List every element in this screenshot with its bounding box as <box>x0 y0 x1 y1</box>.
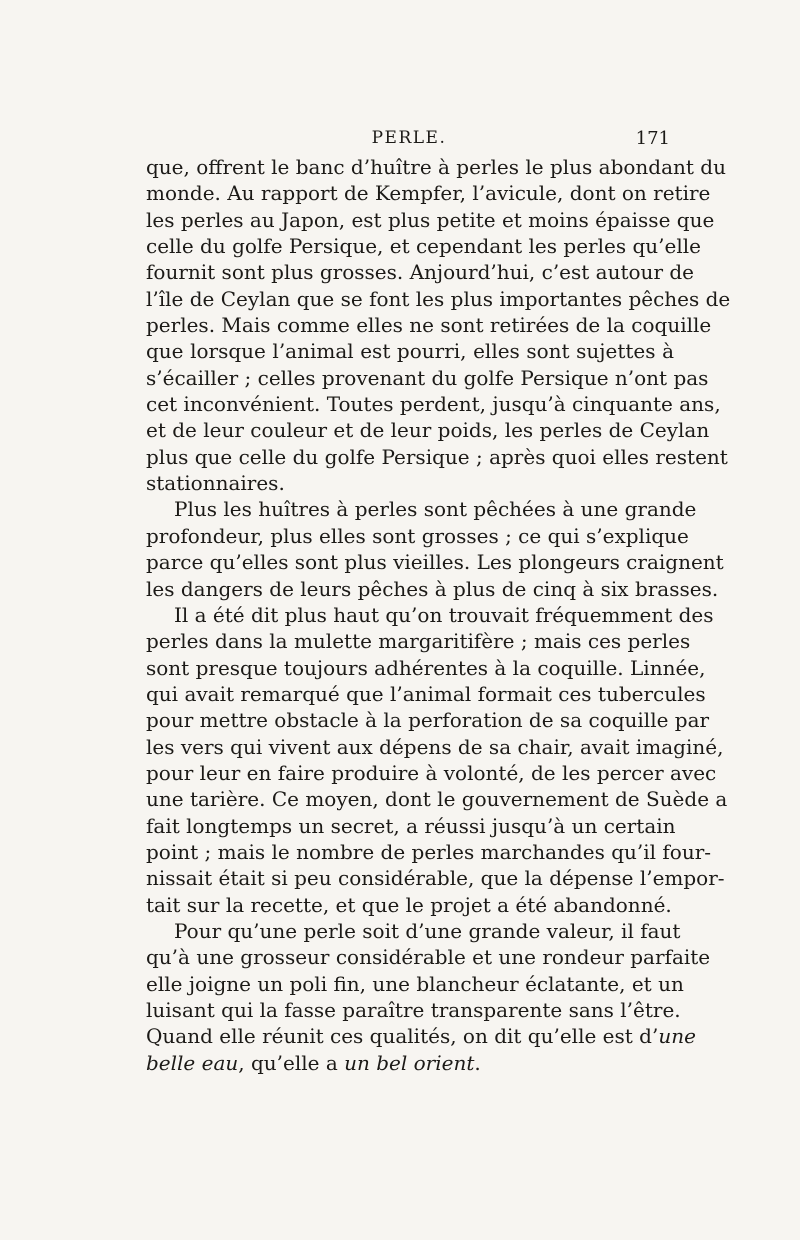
text-line: parce qu’elles sont plus vieilles. Les plongeurs craignent <box>146 550 724 575</box>
text-line: les vers qui vivent aux dépens de sa chair, avait imaginé, <box>146 734 724 759</box>
text-line: fait longtemps un secret, a réussi jusqu’à un certain <box>146 813 676 838</box>
text-line-mixed <box>146 1050 674 1076</box>
body-text <box>146 154 731 1076</box>
text-line: tait sur la recette, et que le projet a été abandonné. <box>146 892 672 917</box>
text-segment: , qu’elle a <box>238 1050 345 1075</box>
text-segment: Quand elle réunit ces qualités, on dit qu’elle est d’ <box>146 1024 659 1049</box>
text-line: sont presque toujours adhérentes à la coquille. Linnée, <box>146 655 706 680</box>
text-line: perles dans la mulette margaritifère ; mais ces perles <box>146 629 691 654</box>
page-number: 171 <box>635 128 670 149</box>
text-line: point ; mais le nombre de perles marchandes qu’il four- <box>146 839 712 864</box>
text-line: luisant qui la fasse paraître transparente sans l’être. <box>146 998 681 1022</box>
running-title: PERLE. <box>371 128 447 148</box>
text-line: qui avait remarqué que l’animal formait ces tubercules <box>146 681 706 706</box>
text-line: Il a été dit plus haut qu’on trouvait fréquemment des <box>174 602 714 627</box>
text-line: Plus les huîtres à perles sont pêchées à une grande <box>174 497 697 522</box>
text-line-mixed <box>146 1023 696 1049</box>
text-line: qu’à une grosseur considérable et une rondeur parfaite <box>146 945 711 970</box>
paragraph-2 <box>146 496 724 601</box>
paragraph-3 <box>146 602 728 918</box>
text-line: stationnaires. <box>146 471 285 496</box>
text-line: monde. Au rapport de Kempfer, l’avicule, dont on retire <box>146 181 711 206</box>
text-line: elle joigne un poli fin, une blancheur éclatante, et un <box>146 971 684 996</box>
running-head <box>148 128 670 154</box>
paragraph-4 <box>146 918 711 1076</box>
text-line: plus que celle du golfe Persique ; après quoi elles restent <box>146 444 728 469</box>
text-line: que, offrent le banc d’huître à perles le plus abondant du <box>146 155 726 179</box>
text-line: pour leur en faire produire à volonté, de les percer avec <box>146 760 717 785</box>
italic-phrase: un bel orient <box>344 1050 475 1075</box>
text-line: Pour qu’une perle soit d’une grande valeur, il faut <box>174 918 681 943</box>
text-line: cet inconvénient. Toutes perdent, jusqu’à cinquante ans, <box>146 392 721 417</box>
paragraph-1 <box>146 154 731 496</box>
italic-phrase: une <box>658 1024 696 1049</box>
text-line: une tarière. Ce moyen, dont le gouvernement de Suède a <box>146 787 728 812</box>
text-line: profondeur, plus elles sont grosses ; ce qui s’explique <box>146 523 689 548</box>
text-line: les perles au Japon, est plus petite et moins épaisse que <box>146 207 715 232</box>
text-line: perles. Mais comme elles ne sont retirées de la coquille <box>146 313 712 338</box>
text-line: fournit sont plus grosses. Anjourd’hui, c’est autour de <box>146 260 694 285</box>
text-line: pour mettre obstacle à la perforation de sa coquille par <box>146 708 710 733</box>
text-line: s’écailler ; celles provenant du golfe Persique n’ont pas <box>146 365 709 390</box>
text-line: celle du golfe Persique, et cependant les perles qu’elle <box>146 234 701 259</box>
text-line: nissait était si peu considérable, que la dépense l’empor- <box>146 866 725 891</box>
text-line: et de leur couleur et de leur poids, les perles de Ceylan <box>146 418 710 443</box>
text-line: les dangers de leurs pêches à plus de cinq à six brasses. <box>146 576 719 601</box>
text-line: l’île de Ceylan que se font les plus importantes pêches de <box>146 286 731 311</box>
text-line: que lorsque l’animal est pourri, elles sont sujettes à <box>146 339 674 364</box>
text-segment: . <box>474 1050 481 1075</box>
italic-phrase: belle eau <box>146 1050 239 1075</box>
